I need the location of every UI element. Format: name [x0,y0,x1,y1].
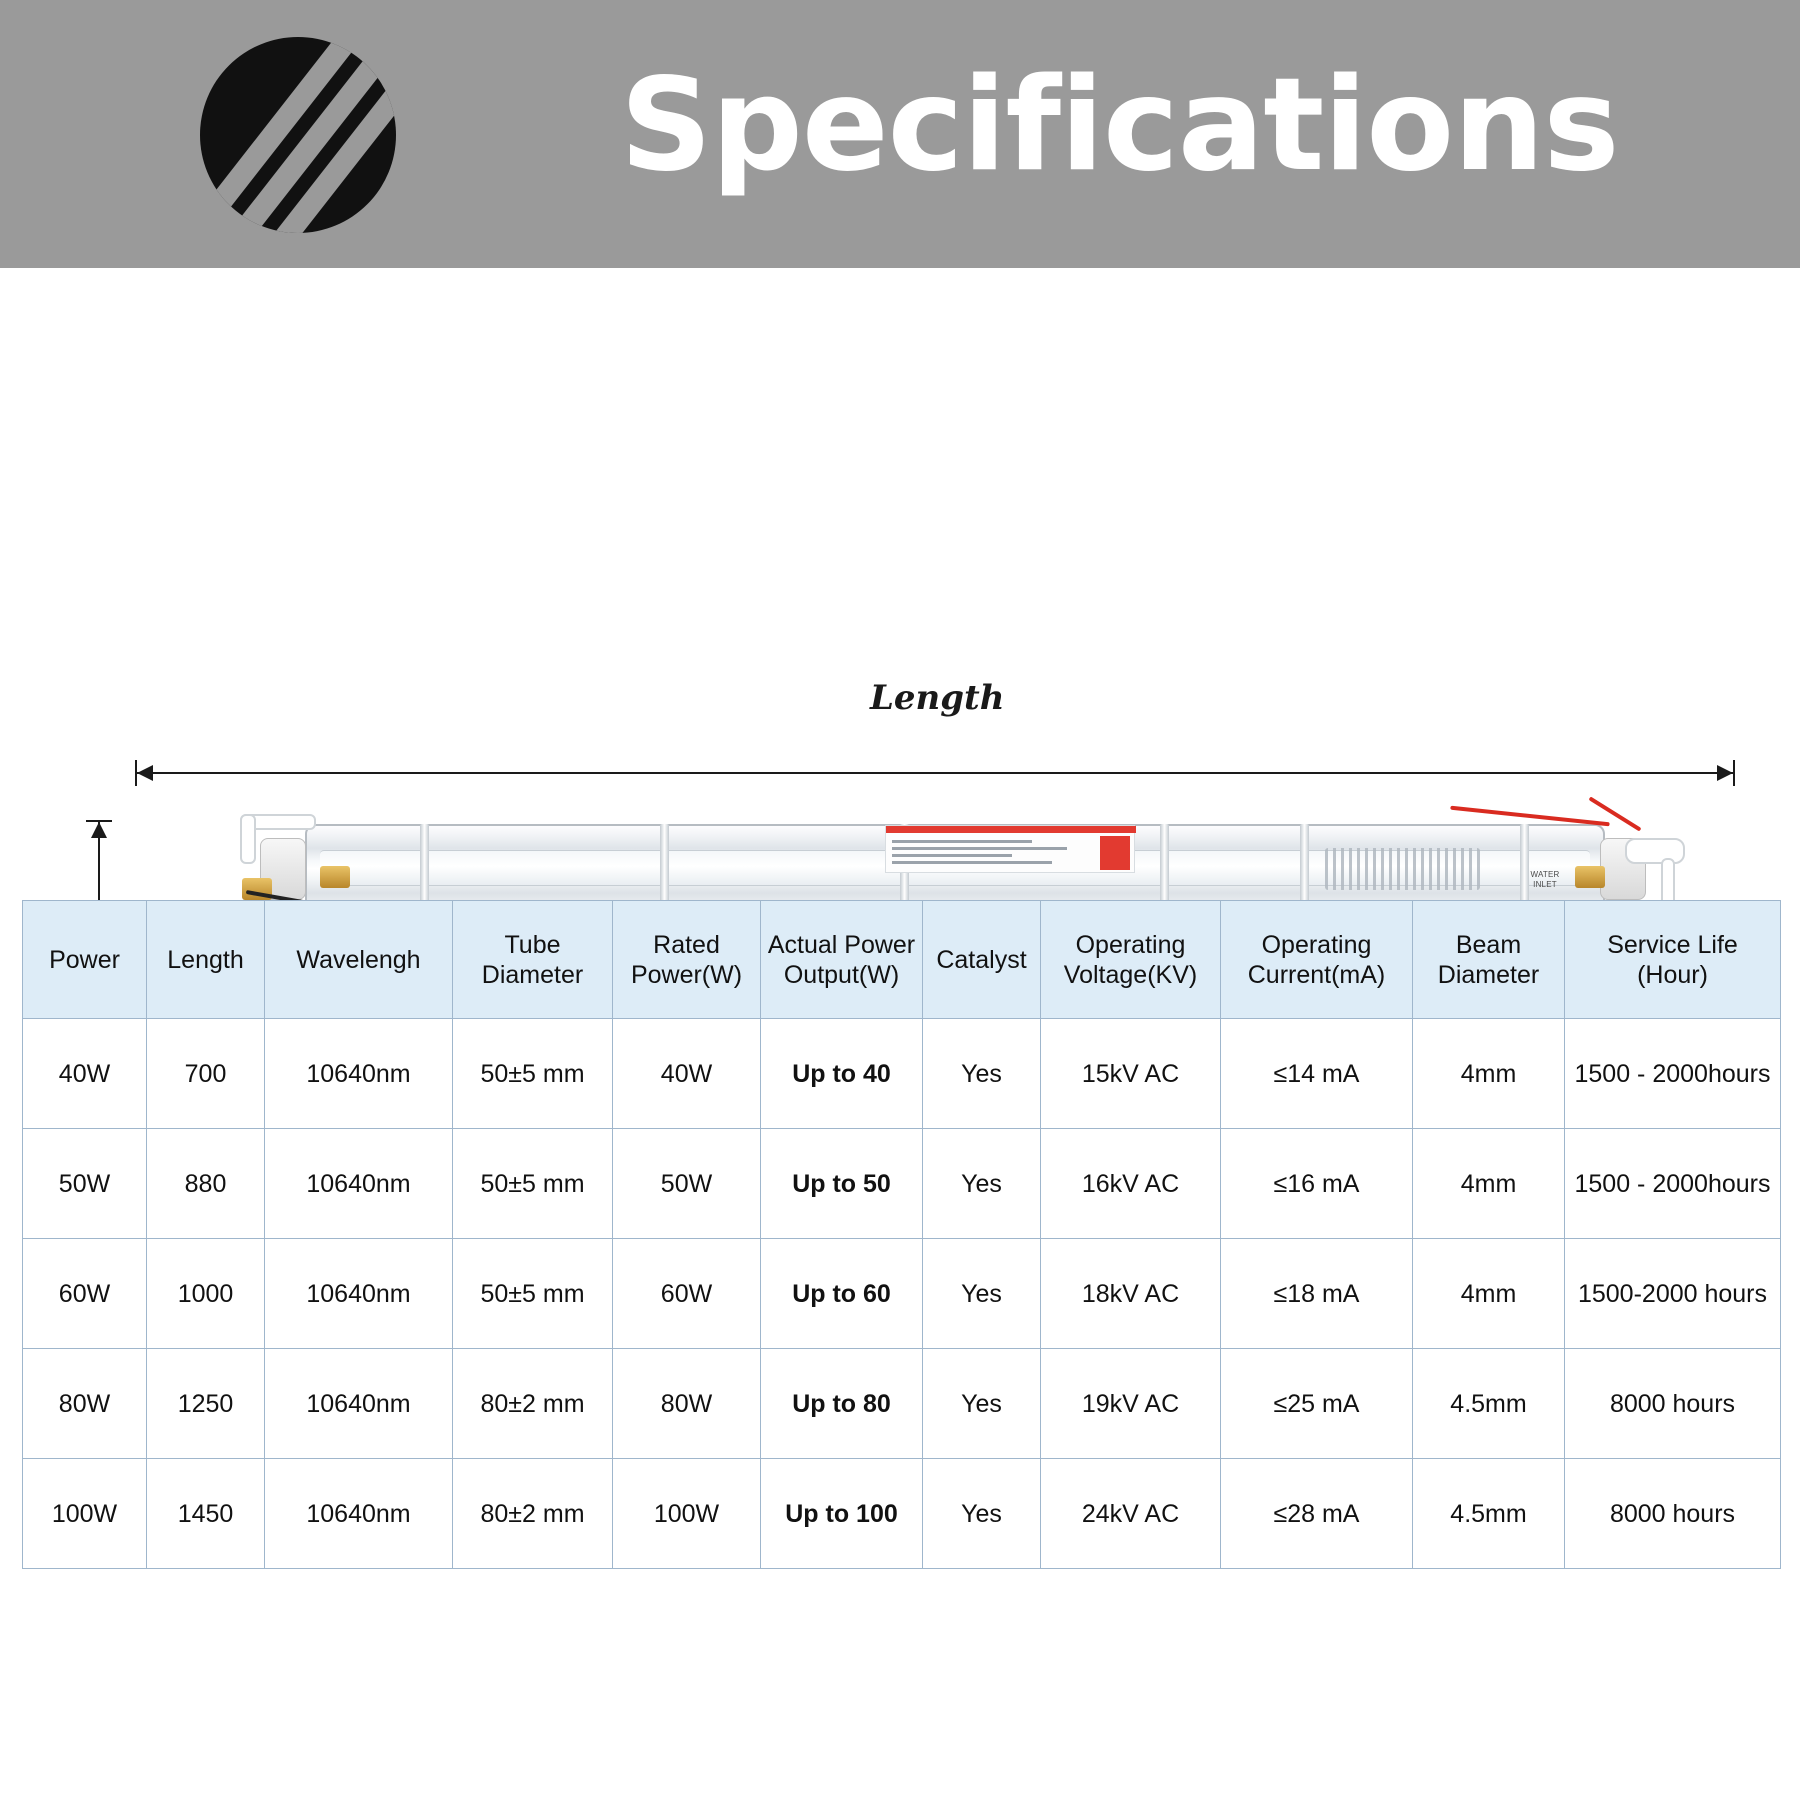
circle-stripes-logo-icon [200,37,396,233]
column-header-wavelength: Wavelengh [265,901,453,1019]
cell-length: 1450 [147,1459,265,1569]
cell-length: 1000 [147,1239,265,1349]
cell-wavelength: 10640nm [265,1129,453,1239]
cell-rated-power: 60W [613,1239,761,1349]
length-label: Length [870,678,1005,718]
cell-length: 1250 [147,1349,265,1459]
cell-catalyst: Yes [923,1239,1041,1349]
water-inlet-label: WATER INLET [1530,870,1560,889]
table-row [23,1459,1781,1569]
column-header-rated-power: Rated Power(W) [613,901,761,1019]
cell-current: ≤18 mA [1221,1239,1413,1349]
cell-voltage: 18kV AC [1041,1239,1221,1349]
cell-service-life: 8000 hours [1565,1349,1781,1459]
cell-actual-output: Up to 80 [761,1349,923,1459]
cell-tube-diameter: 50±5 mm [453,1019,613,1129]
cell-tube-diameter: 80±2 mm [453,1349,613,1459]
cell-tube-diameter: 80±2 mm [453,1459,613,1569]
cell-wavelength: 10640nm [265,1349,453,1459]
cell-current: ≤14 mA [1221,1019,1413,1129]
water-pipe-right [1625,838,1685,864]
column-header-length: Length [147,901,265,1019]
cell-voltage: 16kV AC [1041,1129,1221,1239]
table-header-row [23,901,1781,1019]
cell-beam-diameter: 4.5mm [1413,1349,1565,1459]
cell-power: 100W [23,1459,147,1569]
product-diagram [0,268,1800,889]
column-header-actual-power-output: Actual Power Output(W) [761,901,923,1019]
cell-current: ≤16 mA [1221,1129,1413,1239]
water-pipe-left-elbow [240,814,256,864]
cell-rated-power: 80W [613,1349,761,1459]
table-row [23,1349,1781,1459]
cell-power: 40W [23,1019,147,1129]
cell-beam-diameter: 4.5mm [1413,1459,1565,1569]
brass-fitting-2 [320,866,350,888]
cell-length: 880 [147,1129,265,1239]
column-header-operating-current: Operating Current(mA) [1221,901,1413,1019]
cell-beam-diameter: 4mm [1413,1129,1565,1239]
column-header-beam-diameter: Beam Diameter [1413,901,1565,1019]
cell-catalyst: Yes [923,1019,1041,1129]
cell-catalyst: Yes [923,1349,1041,1459]
cell-service-life: 1500-2000 hours [1565,1239,1781,1349]
cell-rated-power: 40W [613,1019,761,1129]
page-header [0,0,1800,268]
cell-wavelength: 10640nm [265,1239,453,1349]
cell-service-life: 1500 - 2000hours [1565,1019,1781,1129]
cell-catalyst: Yes [923,1129,1041,1239]
cell-power: 50W [23,1129,147,1239]
specifications-table-wrap [22,900,1780,1569]
table-row [23,1129,1781,1239]
cell-actual-output: Up to 50 [761,1129,923,1239]
cell-current: ≤25 mA [1221,1349,1413,1459]
cell-voltage: 19kV AC [1041,1349,1221,1459]
cell-voltage: 24kV AC [1041,1459,1221,1569]
cell-actual-output: Up to 100 [761,1459,923,1569]
cell-tube-diameter: 50±5 mm [453,1239,613,1349]
cell-current: ≤28 mA [1221,1459,1413,1569]
column-header-power: Power [23,901,147,1019]
cell-catalyst: Yes [923,1459,1041,1569]
column-header-tube-diameter: Tube Diameter [453,901,613,1019]
cell-service-life: 1500 - 2000hours [1565,1129,1781,1239]
cell-actual-output: Up to 40 [761,1019,923,1129]
cell-wavelength: 10640nm [265,1459,453,1569]
cell-rated-power: 50W [613,1129,761,1239]
product-label-sticker [885,825,1135,873]
column-header-operating-voltage: Operating Voltage(KV) [1041,901,1221,1019]
cell-length: 700 [147,1019,265,1129]
cell-service-life: 8000 hours [1565,1459,1781,1569]
tube-coil [1325,848,1480,890]
column-header-service-life: Service Life (Hour) [1565,901,1781,1019]
cell-beam-diameter: 4mm [1413,1239,1565,1349]
length-dimension-arrow [135,760,1735,786]
brass-fitting-3 [1575,866,1605,888]
cell-power: 80W [23,1349,147,1459]
table-row [23,1019,1781,1129]
cell-voltage: 15kV AC [1041,1019,1221,1129]
table-row [23,1239,1781,1349]
column-header-catalyst: Catalyst [923,901,1041,1019]
cell-wavelength: 10640nm [265,1019,453,1129]
page-title: Specifications [620,51,1619,200]
cell-power: 60W [23,1239,147,1349]
cell-beam-diameter: 4mm [1413,1019,1565,1129]
cell-actual-output: Up to 60 [761,1239,923,1349]
cell-tube-diameter: 50±5 mm [453,1129,613,1239]
cell-rated-power: 100W [613,1459,761,1569]
specifications-table [22,900,1781,1569]
